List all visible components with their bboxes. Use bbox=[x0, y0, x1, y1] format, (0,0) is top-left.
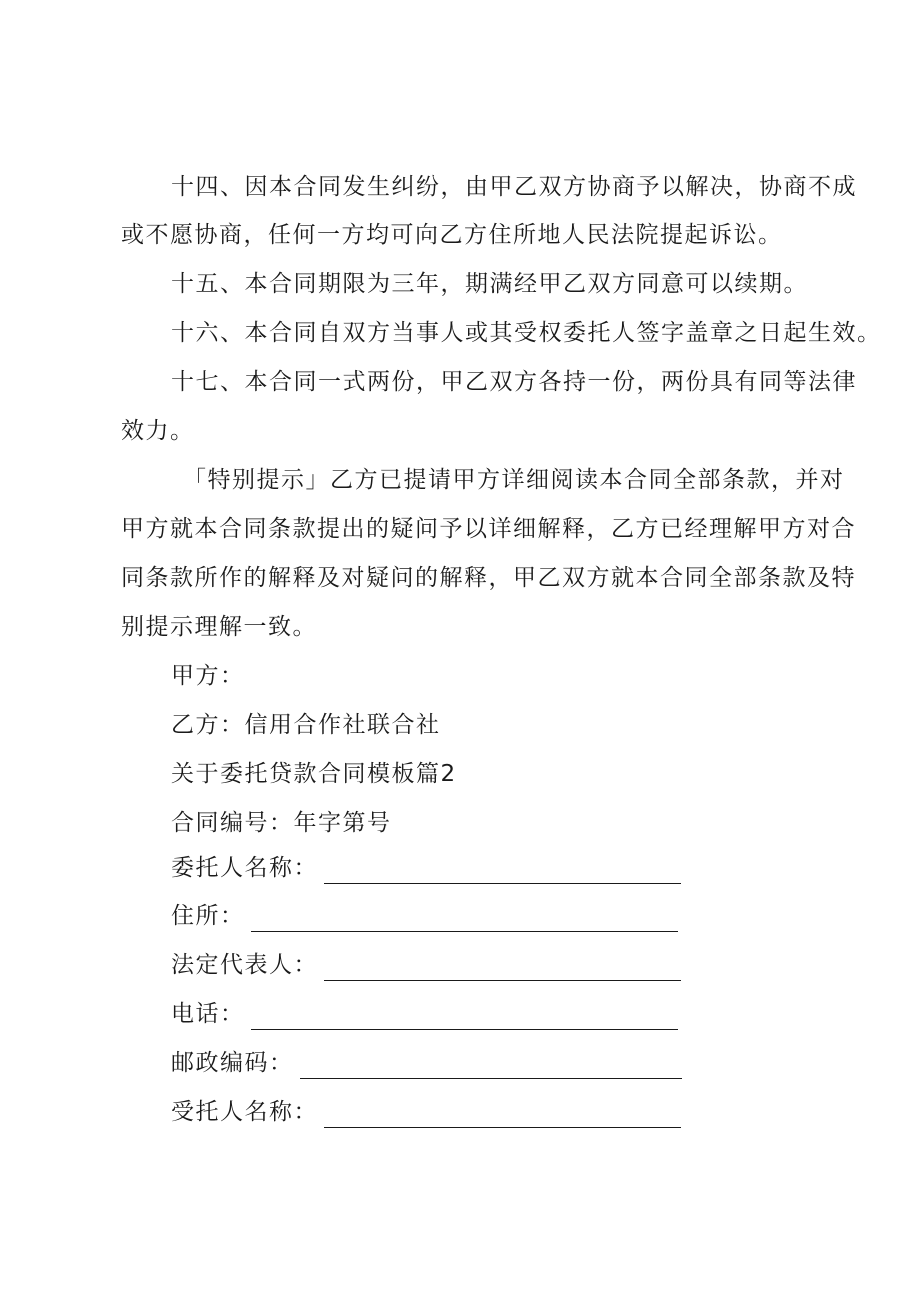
party-a-label: 甲方： bbox=[171, 663, 245, 689]
notice-line-2: 甲方就本合同条款提出的疑问予以详细解释，乙方已经理解甲方对合 bbox=[121, 516, 856, 542]
clause-14-line-2: 或不愿协商，任何一方均可向乙方住所地人民法院提起诉讼。 bbox=[121, 222, 783, 248]
phone-field bbox=[171, 998, 678, 1030]
principal-name-label: 委托人名称： bbox=[171, 855, 318, 881]
address-label: 住所： bbox=[171, 903, 245, 929]
phone-blank[interactable] bbox=[251, 1007, 678, 1030]
legal-rep-blank[interactable] bbox=[324, 958, 681, 981]
contract-number: 合同编号：年字第号 bbox=[171, 810, 392, 836]
legal-rep-label: 法定代表人： bbox=[171, 952, 318, 978]
address-blank[interactable] bbox=[251, 909, 678, 932]
party-b-label: 乙方：信用合作社联合社 bbox=[171, 712, 441, 738]
clause-14-line-1: 十四、因本合同发生纠纷，由甲乙双方协商予以解决，协商不成 bbox=[171, 174, 857, 200]
trustee-name-label: 受托人名称： bbox=[171, 1099, 318, 1125]
notice-line-3: 同条款所作的解释及对疑问的解释，甲乙双方就本合同全部条款及特 bbox=[121, 565, 856, 591]
clause-17-line-1: 十七、本合同一式两份，甲乙双方各持一份，两份具有同等法律 bbox=[171, 369, 857, 395]
postal-code-label: 邮政编码： bbox=[171, 1050, 294, 1076]
trustee-name-blank[interactable] bbox=[324, 1105, 681, 1128]
section-title: 关于委托贷款合同模板篇2 bbox=[171, 761, 457, 787]
legal-rep-field bbox=[171, 949, 681, 981]
notice-line-4: 别提示理解一致。 bbox=[121, 614, 317, 640]
principal-name-blank[interactable] bbox=[324, 861, 681, 884]
clause-15: 十五、本合同期限为三年，期满经甲乙双方同意可以续期。 bbox=[171, 271, 808, 297]
trustee-name-field bbox=[171, 1096, 681, 1128]
postal-code-blank[interactable] bbox=[300, 1056, 682, 1079]
principal-name-field bbox=[171, 852, 681, 884]
postal-code-field bbox=[171, 1047, 682, 1079]
clause-17-line-2: 效力。 bbox=[121, 418, 195, 444]
clause-16: 十六、本合同自双方当事人或其受权委托人签字盖章之日起生效。 bbox=[171, 320, 882, 346]
notice-line-1: 「特别提示」乙方已提请甲方详细阅读本合同全部条款，并对 bbox=[183, 467, 845, 493]
phone-label: 电话： bbox=[171, 1001, 245, 1027]
address-field bbox=[171, 900, 678, 932]
